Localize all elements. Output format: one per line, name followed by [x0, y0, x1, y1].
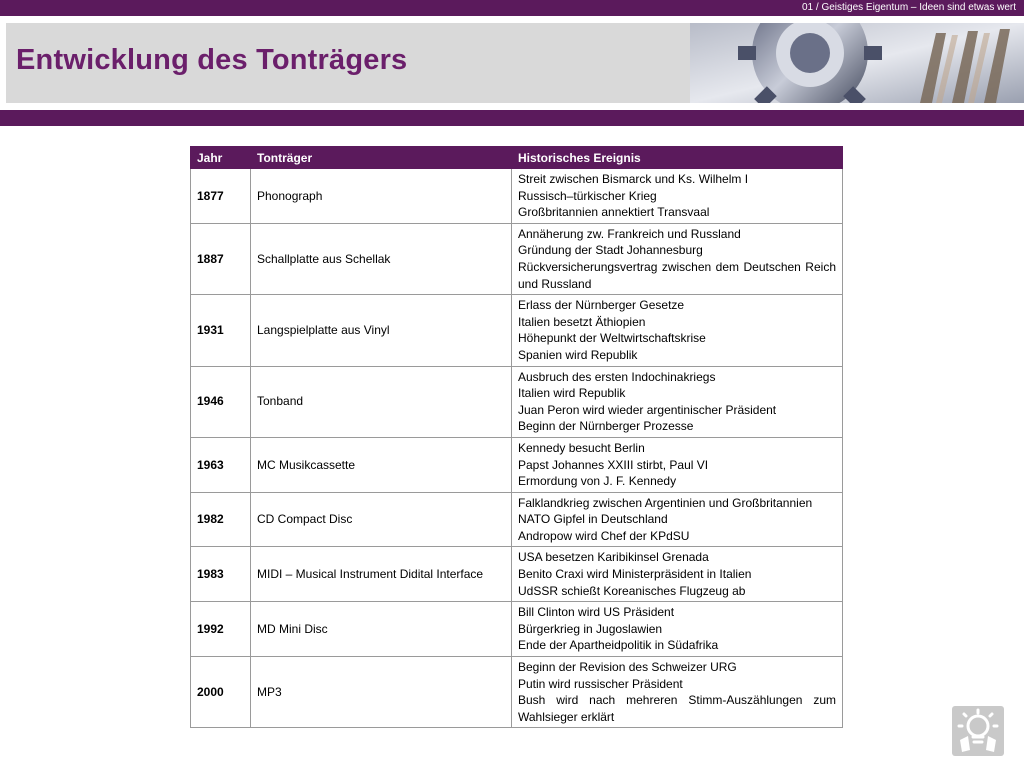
gear-icon [690, 23, 1024, 103]
event-line: Ausbruch des ersten Indochinakriegs [518, 369, 716, 384]
event-line: Andropow wird Chef der KPdSU [518, 528, 690, 543]
header-bottom-bar [0, 110, 1024, 126]
cell-events [512, 602, 843, 657]
column-header-medium: Tonträger [251, 147, 512, 169]
table-row [191, 657, 843, 728]
cell-medium: CD Compact Disc [251, 492, 512, 547]
lightbulb-icon [952, 706, 1004, 756]
cell-events [512, 295, 843, 366]
cell-events [512, 223, 843, 294]
table-row [191, 223, 843, 294]
cell-medium: Phonograph [251, 169, 512, 224]
top-bar [0, 0, 1024, 16]
event-line: Italien besetzt Äthiopien [518, 314, 646, 329]
cell-medium: Langspielplatte aus Vinyl [251, 295, 512, 366]
cell-year: 1946 [191, 366, 251, 437]
event-line: Putin wird russischer Präsident [518, 676, 683, 691]
table-row [191, 602, 843, 657]
cell-year: 1877 [191, 169, 251, 224]
event-line: Falklandkrieg zwischen Argentinien und Großbritannien [518, 495, 813, 510]
event-line: Streit zwischen Bismarck und Ks. Wilhelm I [518, 172, 749, 186]
cell-medium: Schallplatte aus Schellak [251, 223, 512, 294]
event-line: Großbritannien annektiert Transvaal [518, 205, 710, 220]
breadcrumb: 01 / Geistiges Eigentum – Ideen sind etwas wert [801, 2, 1016, 13]
event-line: Höhepunkt der Weltwirtschaftskrise [518, 331, 706, 346]
event-line: Russisch–türkischer Krieg [518, 188, 657, 203]
table-header-row [191, 147, 843, 169]
cell-year: 1992 [191, 602, 251, 657]
table-row [191, 295, 843, 366]
event-line: Spanien wird Republik [518, 347, 638, 362]
cell-year: 1963 [191, 437, 251, 492]
event-line: Gründung der Stadt Johannesburg [518, 243, 703, 258]
cell-year: 2000 [191, 657, 251, 728]
event-line: Ende der Apartheidpolitik in Südafrika [518, 638, 719, 653]
event-line: Bush wird nach mehreren Stimm-Auszählungen zum Wahlsieger erklärt [518, 693, 836, 724]
table-row [191, 547, 843, 602]
event-line: Juan Peron wird wieder argentinischer Präsident [518, 402, 777, 417]
event-line: Italien wird Republik [518, 386, 626, 401]
table-row [191, 366, 843, 437]
event-line: Rückversicherungsvertrag zwischen dem Deutschen Reich und Russland [518, 259, 836, 291]
cell-medium: MD Mini Disc [251, 602, 512, 657]
event-line: Bill Clinton wird US Präsident [518, 605, 675, 620]
table-row [191, 169, 843, 224]
cell-events [512, 366, 843, 437]
cell-events [512, 547, 843, 602]
cell-medium: MC Musikcassette [251, 437, 512, 492]
event-line: Erlass der Nürnberger Gesetze [518, 298, 685, 313]
event-line: NATO Gipfel in Deutschland [518, 512, 668, 527]
cell-year: 1931 [191, 295, 251, 366]
event-line: Benito Craxi wird Ministerpräsident in Italien [518, 567, 752, 582]
cell-events [512, 169, 843, 224]
column-header-events: Historisches Ereignis [512, 147, 843, 169]
event-line: Kennedy besucht Berlin [518, 440, 645, 455]
cell-year: 1982 [191, 492, 251, 547]
cell-year: 1983 [191, 547, 251, 602]
column-header-year: Jahr [191, 147, 251, 169]
table-row [191, 492, 843, 547]
media-history-table [190, 146, 843, 728]
event-line: Papst Johannes XXIII stirbt, Paul VI [518, 457, 709, 472]
cell-medium: Tonband [251, 366, 512, 437]
cell-medium: MP3 [251, 657, 512, 728]
cell-medium: MIDI – Musical Instrument Didital Interface [251, 547, 512, 602]
cell-events [512, 492, 843, 547]
event-line: USA besetzen Karibikinsel Grenada [518, 550, 709, 565]
cell-year: 1887 [191, 223, 251, 294]
event-line: UdSSR schießt Koreanisches Flugzeug ab [518, 583, 746, 598]
cell-events [512, 657, 843, 728]
event-line: Beginn der Nürnberger Prozesse [518, 419, 694, 434]
cell-events [512, 437, 843, 492]
event-line: Annäherung zw. Frankreich und Russland [518, 226, 741, 241]
event-line: Ermordung von J. F. Kennedy [518, 474, 677, 489]
event-line: Beginn der Revision des Schweizer URG [518, 660, 737, 675]
table-row [191, 437, 843, 492]
event-line: Bürgerkrieg in Jugoslawien [518, 621, 663, 636]
page-title: Entwicklung des Tonträgers [16, 44, 408, 76]
